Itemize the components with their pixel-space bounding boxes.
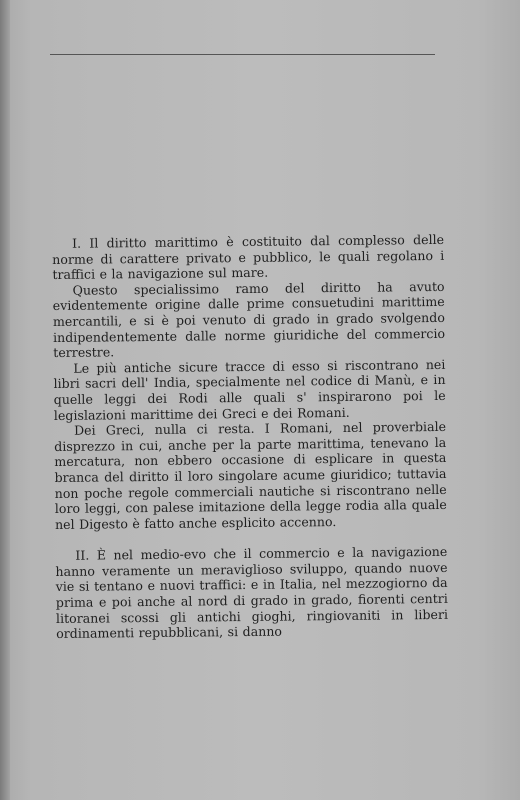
paragraph-section-2-medieval: II. È nel medio-evo che il commercio e la navigazione hanno veramente un meraviglioso sviluppo, quando nuove vie si tentano e nuovi traffici: e in Italia, nel mezzogiorno da prima e poi anche al nord di grado in grado, fiorenti centri litoranei scossi gli antichi gioghi, ringiovaniti in liberi ordinamenti repubblicani, si danno [55, 544, 449, 642]
header-rule [50, 54, 435, 55]
paragraph-origin: Questo specialissimo ramo del diritto ha avuto evidentemente origine dalle prime consuetudini marittime mercantili, e si è poi venuto di grado in grado svolgendo indipendentemente dalle norme giuridiche del commercio terrestre. [52, 278, 446, 361]
paragraph-section-1-intro: I. Il diritto marittimo è costituito dal complesso delle norme di carattere privato e pubblico, le quali regolano i traffici e la navigazione sul mare. [52, 231, 445, 283]
paragraph-greeks-romans: Dei Greci, nulla ci resta. I Romani, nel proverbiale disprezzo in cui, anche per la parte marittima, tenevano la mercatura, non ebbero occasione di esplicare in questa branca del diritto il loro singolare acume giuridico; tuttavia non poche regole commerciali nautiche si riscontrano nelle loro leggi, con palese imitazione della legge rodia alla quale nel Digesto è fatto anche esplicito accenno. [54, 419, 447, 532]
page-binding-edge [0, 0, 10, 800]
paragraph-ancient-traces: Le più antiche sicure tracce di esso si riscontrano nei libri sacri dell' India, specialmente nel codice di Manù, e in quelle leggi dei Rodi alle quali s' inspirarono poi le legislazioni marittime dei Greci e dei Romani. [53, 356, 446, 423]
body-text [52, 232, 448, 642]
